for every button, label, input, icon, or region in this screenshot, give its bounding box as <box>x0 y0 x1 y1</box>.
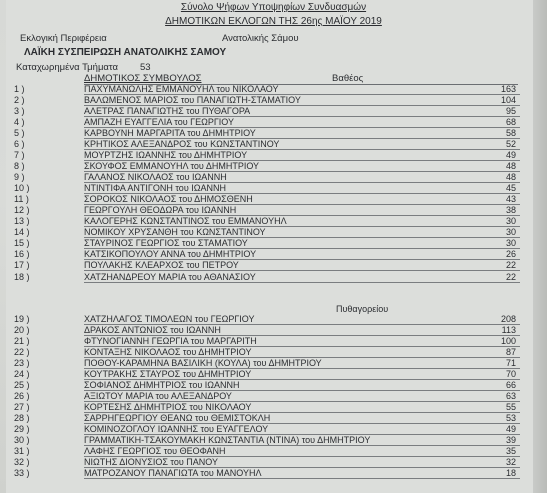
row-cell <box>84 391 520 402</box>
table-row <box>14 128 520 139</box>
table-row <box>14 325 520 336</box>
candidate-votes: 30 <box>505 238 516 249</box>
candidate-votes: 63 <box>505 391 516 402</box>
row-cell <box>84 347 520 358</box>
row-number: 7 ) <box>14 150 25 161</box>
table-row <box>14 117 520 128</box>
row-number: 5 ) <box>14 128 25 139</box>
column-name-header: ΔΗΜΟΤΙΚΟΣ ΣΥΜΒΟΥΛΟΣ <box>84 73 202 84</box>
row-number: 20 ) <box>14 325 30 336</box>
table-row <box>14 249 520 260</box>
candidate-votes: 52 <box>505 139 516 150</box>
candidate-name: ΜΟΥΡΤΖΗΣ ΙΩΑΝΝΗΣ του ΔΗΜΗΤΡΙΟΥ <box>84 150 248 161</box>
candidate-name: ΑΜΠΑΖΗ ΕΥΑΓΓΕΛΙΑ του ΓΕΩΡΓΙΟΥ <box>84 117 234 128</box>
candidate-votes: 35 <box>505 446 516 457</box>
row-cell <box>84 358 520 369</box>
row-cell <box>84 369 520 380</box>
row-cell <box>84 413 520 424</box>
table-row <box>14 314 520 325</box>
table-row <box>14 194 520 205</box>
candidate-votes: 26 <box>505 249 516 260</box>
row-cell <box>84 205 520 216</box>
table-row <box>14 216 520 227</box>
candidate-name: ΚΑΛΟΓΕΡΗΣ ΚΩΝΣΤΑΝΤΙΝΟΣ του ΕΜΜΑΝΟΥΗΛ <box>84 216 287 227</box>
row-cell <box>84 117 520 128</box>
candidate-name: ΝΤΙΝΤΙΦΑ ΑΝΤΙΓΟΝΗ του ΙΩΑΝΝΗ <box>84 183 226 194</box>
candidate-name: ΓΕΩΡΓΟΥΛΗ ΘΕΟΔΩΡΑ του ΙΩΑΝΝΗ <box>84 205 237 216</box>
candidate-name: ΚΑΡΒΟΥΝΗ ΜΑΡΓΑΡΙΤΑ του ΔΗΜΗΤΡΙΟΥ <box>84 128 256 139</box>
candidate-votes: 104 <box>500 95 516 106</box>
row-number: 23 ) <box>14 358 30 369</box>
row-number: 10 ) <box>14 183 30 194</box>
row-cell <box>84 183 520 194</box>
row-number: 4 ) <box>14 117 25 128</box>
candidate-votes: 68 <box>505 117 516 128</box>
candidate-name: ΧΑΤΖΗΛΑΓΟΣ ΤΙΜΟΛΕΩΝ του ΓΕΩΡΓΙΟΥ <box>84 314 255 324</box>
row-number: 15 ) <box>14 238 30 249</box>
table-row <box>14 205 520 216</box>
table-row <box>14 424 520 435</box>
candidate-name: ΛΑΦΗΣ ΓΕΩΡΓΙΟΣ του ΘΕΟΦΑΝΗ <box>84 446 226 457</box>
row-cell <box>84 325 520 336</box>
row-cell <box>84 172 520 183</box>
candidate-name: ΦΤΥΝΟΓΙΑΝΝΗ ΓΕΩΡΓΙΑ του ΜΑΡΓΑΡΙΤΗ <box>84 336 257 347</box>
row-cell <box>84 446 520 457</box>
table-row <box>14 238 520 249</box>
row-cell <box>84 106 520 117</box>
candidate-name: ΣΟΦΙΑΝΟΣ ΔΗΜΗΤΡΙΟΣ του ΙΩΑΝΝΗ <box>84 380 240 391</box>
candidate-votes: 22 <box>505 260 516 271</box>
row-number: 24 ) <box>14 369 30 380</box>
candidate-votes: 66 <box>505 380 516 391</box>
candidate-votes: 58 <box>505 128 516 139</box>
table-row <box>14 435 520 446</box>
row-cell <box>84 150 520 161</box>
candidate-name: ΑΛΕΤΡΑΣ ΠΑΝΑΓΙΩΤΗΣ του ΠΥΘΑΓΟΡΑ <box>84 106 251 117</box>
district-header-2: Πυθαγορείου <box>336 304 389 314</box>
table-row <box>14 84 520 95</box>
row-cell <box>84 380 520 391</box>
row-number: 9 ) <box>14 172 25 183</box>
row-cell <box>84 128 520 139</box>
candidate-votes: 208 <box>500 314 516 324</box>
table-row <box>14 391 520 402</box>
row-number: 21 ) <box>14 336 30 347</box>
row-cell <box>84 424 520 435</box>
row-cell <box>84 227 520 238</box>
row-number: 31 ) <box>14 446 30 457</box>
table-row <box>14 227 520 238</box>
row-cell <box>84 238 520 249</box>
row-number: 17 ) <box>14 260 30 271</box>
table-row <box>14 183 520 194</box>
candidate-name: ΔΡΑΚΟΣ ΑΝΤΩΝΙΟΣ του ΙΩΑΝΝΗ <box>84 325 221 336</box>
row-number: 8 ) <box>14 161 25 172</box>
row-cell <box>84 216 520 227</box>
candidate-name: ΠΟΘΟΥ-ΚΑΡΑΜΗΝΑ ΒΑΣΙΛΙΚΗ (ΚΟΥΛΑ) του ΔΗΜΗΤΡΙΟΥ <box>84 358 322 369</box>
candidate-votes: 100 <box>500 336 516 347</box>
table-row <box>14 172 520 183</box>
candidate-votes: 49 <box>505 150 516 161</box>
row-number: 30 ) <box>14 435 30 446</box>
candidate-votes: 18 <box>505 468 516 479</box>
table-row <box>14 106 520 117</box>
candidate-votes: 48 <box>505 172 516 183</box>
row-cell <box>84 161 520 172</box>
candidate-name: ΜΑΤΡΟΖΑΝΟΥ ΠΑΝΑΓΙΩΤΑ του ΜΑΝΟΥΗΛ <box>84 468 262 479</box>
table-row <box>14 260 520 271</box>
region-label: Εκλογική Περιφέρεια <box>20 33 107 44</box>
candidate-votes: 43 <box>505 194 516 205</box>
row-number: 13 ) <box>14 216 30 227</box>
table-row <box>14 369 520 380</box>
candidate-name: ΚΟΡΤΕΣΗΣ ΔΗΜΗΤΡΙΟΣ του ΝΙΚΟΛΑΟΥ <box>84 402 252 413</box>
candidate-votes: 49 <box>505 424 516 435</box>
candidate-votes: 22 <box>505 271 516 282</box>
candidate-name: ΓΡΑΜΜΑΤΙΚΗ-ΤΣΑΚΟΥΜΑΚΗ ΚΩΝΣΤΑΝΤΙΑ (ΝΤΙΝΑ) του ΔΗΜΗΤΡΙΟΥ <box>84 435 371 446</box>
row-number: 33 ) <box>14 468 30 479</box>
row-cell <box>84 336 520 347</box>
row-cell <box>84 139 520 150</box>
table-row <box>14 161 520 172</box>
candidate-name: ΣΟΡΟΚΟΣ ΝΙΚΟΛΑΟΣ του ΔΗΜΟΣΘΕΝΗ <box>84 194 253 205</box>
candidate-name: ΑΞΙΩΤΟΥ ΜΑΡΙΑ του ΑΛΕΞΑΝΔΡΟΥ <box>84 391 232 402</box>
table-row <box>14 95 520 106</box>
candidate-name: ΝΟΜΙΚΟΥ ΧΡΥΣΑΝΘΗ του ΚΩΝΣΤΑΝΤΙΝΟΥ <box>84 227 266 238</box>
table-row <box>14 402 520 413</box>
candidate-name: ΝΙΩΤΗΣ ΔΙΟΝΥΣΙΟΣ του ΠΑΝΟΥ <box>84 457 219 468</box>
row-number: 18 ) <box>14 271 30 282</box>
candidate-name: ΓΑΛΑΝΟΣ ΝΙΚΟΛΑΟΣ του ΙΩΑΝΝΗ <box>84 172 227 183</box>
candidate-votes: 32 <box>505 457 516 468</box>
candidate-votes: 70 <box>505 369 516 380</box>
row-number: 32 ) <box>14 457 30 468</box>
row-cell <box>84 84 520 95</box>
row-number: 19 ) <box>14 314 30 324</box>
candidate-votes: 113 <box>501 325 516 336</box>
candidate-name: ΣΑΡΡΗΓΕΩΡΓΙΟΥ ΘΕΑΝΩ του ΘΕΜΙΣΤΟΚΛΗ <box>84 413 271 424</box>
table-row <box>14 446 520 457</box>
row-cell <box>84 457 520 468</box>
candidate-name: ΣΤΑΥΡΙΝΟΣ ΓΕΩΡΓΙΟΣ του ΣΤΑΜΑΤΙΟΥ <box>84 238 248 249</box>
row-number: 14 ) <box>14 227 30 238</box>
list-name: ΛΑΪΚΗ ΣΥΣΠΕΙΡΩΣΗ ΑΝΑΤΟΛΙΚΗΣ ΣΑΜΟΥ <box>24 47 227 58</box>
candidate-votes: 30 <box>505 227 516 238</box>
header-title: Σύνολο Ψήφων Υποψηφίων Συνδυασμών <box>180 2 367 13</box>
candidate-name: ΚΑΤΣΙΚΟΠΟΥΛΟΥ ΑΝΝΑ του ΔΗΜΗΤΡΙΟΥ <box>84 249 257 260</box>
candidate-votes: 53 <box>505 413 516 424</box>
table-row <box>14 380 520 391</box>
header-subtitle: ΔΗΜΟΤΙΚΩΝ ΕΚΛΟΓΩΝ ΤΗΣ 26ης ΜΑΪΟΥ 2019 <box>165 16 382 27</box>
region-value: Ανατολικής Σάμου <box>222 33 299 44</box>
sections-value: 53 <box>140 62 151 73</box>
row-cell <box>84 468 520 479</box>
candidate-name: ΚΟΝΤΑΞΗΣ ΝΙΚΟΛΑΟΣ του ΔΗΜΗΤΡΙΟΥ <box>84 347 252 358</box>
table-row <box>14 336 520 347</box>
row-cell <box>84 402 520 413</box>
table-row <box>14 468 520 479</box>
row-number: 29 ) <box>14 424 30 435</box>
row-cell <box>84 272 520 283</box>
page-fold-shadow <box>533 0 547 493</box>
candidate-votes: 95 <box>505 106 516 117</box>
sections-label: Καταχωρημένα Τμήματα <box>16 62 119 73</box>
candidate-name: ΣΚΟΥΦΟΣ ΕΜΜΑΝΟΥΗΛ του ΔΗΜΗΤΡΙΟΥ <box>84 161 260 172</box>
table-row <box>14 413 520 424</box>
candidate-name: ΒΑΛΩΜΕΝΟΣ ΜΑΡΙΟΣ του ΠΑΝΑΓΙΩΤΗ-ΣΤΑΜΑΤΙΟΥ <box>84 95 301 106</box>
row-number: 26 ) <box>14 391 30 402</box>
row-number: 28 ) <box>14 413 30 424</box>
candidate-name: ΠΑΧΥΜΑΝΩΛΗΣ ΕΜΜΑΝΟΥΗΛ του ΝΙΚΟΛΑΟΥ <box>84 84 279 94</box>
row-number: 12 ) <box>14 205 30 216</box>
table-row <box>14 358 520 369</box>
table-row <box>14 139 520 150</box>
table-row <box>14 457 520 468</box>
row-number: 2 ) <box>14 95 25 106</box>
candidate-name: ΠΟΥΛΑΚΗΣ ΚΛΕΑΡΧΟΣ του ΠΕΤΡΟΥ <box>84 260 239 271</box>
row-number: 6 ) <box>14 139 25 150</box>
row-cell <box>84 249 520 260</box>
candidate-votes: 55 <box>505 402 516 413</box>
row-number: 25 ) <box>14 380 30 391</box>
row-number: 11 ) <box>14 194 29 205</box>
candidate-name: ΚΟΥΤΡΑΚΗΣ ΣΤΑΥΡΟΣ του ΔΗΜΗΤΡΙΟΥ <box>84 369 252 380</box>
candidate-votes: 38 <box>505 205 516 216</box>
candidate-votes: 48 <box>505 161 516 172</box>
row-number: 27 ) <box>14 402 30 413</box>
candidate-votes: 71 <box>505 358 516 369</box>
candidate-votes: 87 <box>505 347 516 358</box>
row-cell <box>84 260 520 271</box>
row-number: 3 ) <box>14 106 25 117</box>
table-row <box>14 150 520 161</box>
row-cell <box>84 435 520 446</box>
candidate-votes: 39 <box>505 435 516 446</box>
row-cell <box>84 95 520 106</box>
row-cell <box>84 194 520 205</box>
district-header-1: Βαθέος <box>332 73 364 84</box>
candidate-name: ΧΑΤΖΗΑΝΔΡΕΟΥ ΜΑΡΙΑ του ΑΘΑΝΑΣΙΟΥ <box>84 271 256 282</box>
candidate-name: ΚΡΗΤΙΚΟΣ ΑΛΕΞΑΝΔΡΟΣ του ΚΩΝΣΤΑΝΤΙΝΟΥ <box>84 139 280 150</box>
row-number: 1 ) <box>14 84 25 94</box>
table-row <box>14 272 520 283</box>
candidate-votes: 45 <box>505 183 516 194</box>
row-number: 16 ) <box>14 249 30 260</box>
candidate-votes: 30 <box>505 216 516 227</box>
row-cell <box>84 314 520 325</box>
table-row <box>14 347 520 358</box>
candidate-name: ΚΟΜΙΝΟΖΟΓΛΟΥ ΙΩΑΝΝΗΣ του ΕΥΑΓΓΕΛΟΥ <box>84 424 269 435</box>
row-number: 22 ) <box>14 347 30 358</box>
candidate-votes: 163 <box>500 84 516 94</box>
